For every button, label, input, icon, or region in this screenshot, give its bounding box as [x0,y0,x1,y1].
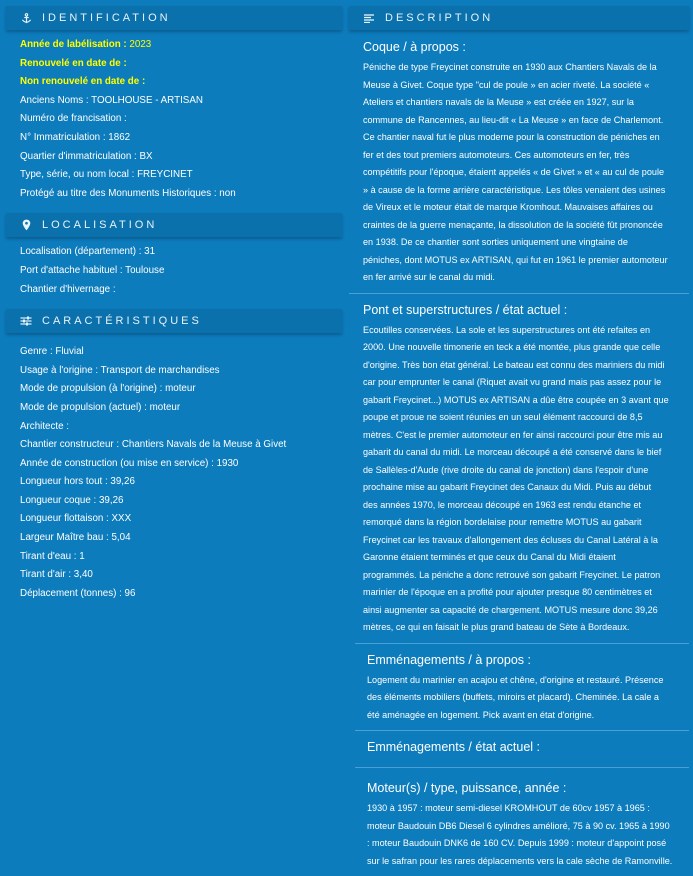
carac-item: Chantier constructeur : Chantiers Navals de la Meuse à Givet [20,439,287,451]
text-line: de Sallèles-d'Aude (rive droite du canal de jonction) dans l'espoir d'une [363,464,649,475]
text-line: de Vireux et le moteur était de marque Kromhout. Mauvaises affaires ou [363,202,653,212]
carac-item: Longueur flottaison : XXX [20,513,132,525]
left-column [6,6,342,609]
labelisation-label: Année de labélisation : [20,39,130,50]
block-text [361,672,681,725]
block-text [361,800,681,870]
immatriculation-row: N° Immatriculation : 1862 [20,131,131,143]
text-line: craintes de la guerre menaçante, la dissolution de la société fût prononcée [363,219,663,230]
text-line: mètres. C'est le premier automoteur en fer ainsi raccourci pour être mis au [363,429,663,440]
description-title: DESCRIPTION [385,12,494,24]
protege-row: Protégé au titre des Monuments Historiques : non [20,187,236,199]
text-line: » à cause de la forme arrière caractéristique. Les tôles venaient des usines [363,184,666,195]
block-heading: Coque / à propos : [363,40,466,54]
text-line: des éléments mobiliers (buffets, miroirs et placard). Cheminée. La cale a [367,692,659,702]
text-line: d'origine. Très bon état général. Le bateau est connu des mariniers du midi [363,359,665,370]
text-line: Péniche de type Freycinet construite en 1930 aux Chantiers Navals de la [363,62,657,72]
block-text [357,59,681,287]
text-line: ainsi augmenter sa capacité de chargement. MOTUS mesure donc 39,26 [363,604,658,615]
caracteristiques-title: CARACTÉRISTIQUES [42,315,202,328]
text-line: des années 1970, le morceau découpé en 1963 est rendu étanche et [363,499,642,510]
port-row: Port d'attache habituel : Toulouse [20,264,165,276]
text-line: en 1938. De ce chantier sont sorties uniquement une vingtaine de [363,237,628,247]
text-line: car pour emprunter le canal (Riquet avait vu grand mais pas assez pour le [363,377,662,387]
text-line: moteur Baudouin DB6 Diesel 6 cylindres amélioré, 75 à 90 cv. 1965 à 1990 [367,820,670,831]
right-column [349,6,689,876]
text-line: gabarit du canal du midi. Le morceau découpé a été conservé dans le bief [363,447,662,457]
carac-item: Tirant d'eau : 1 [20,550,85,562]
identification-body [6,30,342,209]
description-block-coque [349,30,689,293]
caracteristiques-section [6,309,342,609]
text-line: Ce chantier naval fut le plus moderne pour la construction de péniches en [363,132,660,142]
text-line: Ateliers et chantiers navals de la Meuse » est créée en 1927, sur la [363,97,634,107]
text-line: 1930 à 1957 : moteur semi-diesel KROMHOUT de 60cv 1957 à 1965 : [367,803,650,813]
carac-item: Tirant d'air : 3,40 [20,569,93,581]
text-line: Garonne étaient terminés et que ceux du Canal du Midi étaient [363,552,616,562]
text-line: péniches, dont MOTUS ex ARTISAN, qui fut en 1961 le premier automoteur [363,254,668,265]
localisation-header [6,213,342,237]
localisation-body [6,237,342,305]
hivernage-row: Chantier d'hivernage : [20,283,116,295]
text-line: remorqué dans la région bordelaise pour remettre MOTUS au gabarit [363,517,642,527]
text-line: en fer arrivé sur le canal du midi. [363,272,495,282]
block-heading: Emménagements / état actuel : [367,740,541,754]
text-align-icon [361,14,377,23]
anchor-icon [18,13,34,24]
type-row: Type, série, ou nom local : FREYCINET [20,169,193,181]
labelisation-year: 2023 [129,39,152,50]
text-line: Meuse à Givet. Coque type "cul de poule » en acier riveté. La société « [363,79,650,90]
localisation-section [6,213,342,305]
description-block-emmenagements [349,644,689,731]
text-line: poupe et proue ne soient réunies en un seul élément raccourci de 8,5 [363,412,643,422]
text-line: marinier de l'époque en a profité pour ajouter presque 80 centimètres et [363,587,652,597]
carac-item: Longueur coque : 39,26 [20,494,124,506]
sliders-icon [18,316,34,326]
description-block-moteur [349,768,689,876]
block-heading: Moteur(s) / type, puissance, année : [367,781,567,795]
anciens-noms-row: Anciens Noms : TOOLHOUSE - ARTISAN [20,94,203,106]
renouvele-row: Renouvelé en date de : [20,57,127,69]
text-line: commune de Rancennes, au lieu-dit « La Meuse » en face de Charlemont. [363,114,664,125]
text-line: fer et des tout premiers automoteurs. Ces automoteurs en fer, très [363,149,630,160]
caracteristiques-body [6,333,342,609]
carac-item: Largeur Maître bau : 5,04 [20,532,131,544]
carac-item: Année de construction (ou mise en service) : 1930 [20,457,239,469]
non-renouvele-row: Non renouvelé en date de : [20,76,146,88]
text-line: Ecoutilles conservées. La sole et les superstructures ont été refaites en [363,324,651,335]
block-text [357,322,681,637]
carac-item: Mode de propulsion (à l'origine) : moteur [20,383,196,395]
carac-item: Mode de propulsion (actuel) : moteur [20,401,181,413]
description-block-emmenagements-etat [349,731,689,767]
francisation-row: Numéro de francisation : [20,113,127,125]
identification-title: IDENTIFICATION [42,12,171,24]
text-line: été aménagée en logement. Pick avant en état d'origine. [367,709,595,720]
carac-item: Longueur hors tout : 39,26 [20,476,135,488]
quartier-row: Quartier d'immatriculation : BX [20,150,153,162]
block-heading: Pont et superstructures / état actuel : [363,302,568,317]
block-heading: Emménagements / à propos : [367,652,531,667]
text-line: : moteur Baudouin DNK6 de 160 CV. Depuis 1999 : moteur d'appoint posé [367,838,667,848]
departement-row: Localisation (département) : 31 [20,246,156,258]
description-block-pont [349,294,689,643]
text-line: sur le safran pour les rares déplacements vers la cale sèche de Ramonville. [367,855,673,866]
text-line: Logement du marinier en acajou et chêne, d'origine et restauré. Présence [367,674,664,685]
text-line: Freycinet car les travaux d'allongement des écluses du Canal Latéral à la [363,534,658,545]
carac-item: Genre : Fluvial [20,346,84,358]
description-header [349,6,689,30]
text-line: compétitifs pour l'époque, étaient appelés « de Givet » et « au cul de poule [363,167,665,177]
text-line: 2000. Une nouvelle timonerie en teck a été montée, plus grande que celle [363,342,661,352]
caracteristiques-header [6,309,342,333]
carac-item: Usage à l'origine : Transport de marchandises [20,364,220,376]
localisation-title: LOCALISATION [42,219,158,232]
text-line: programmés. La péniche a donc retrouvé son gabarit Freycinet. Le patron [363,569,661,580]
text-line: gabarit Freycinet...) MOTUS ex ARTISAN a dûe être coupée en 3 avant que [363,394,669,405]
carac-item: Déplacement (tonnes) : 96 [20,587,136,599]
identification-header [6,6,342,30]
labelisation-row [20,36,342,55]
text-line: mètres, ce qui en faisait le plus grand bateau de Sète à Bordeaux. [363,622,630,632]
carac-item: Architecte : [20,420,70,432]
map-marker-icon [18,219,34,231]
description-body [349,30,689,876]
text-line: prochaine mise au gabarit Freycinet des Canaux du Midi. Puis au début [363,482,652,492]
identification-section [6,6,342,209]
